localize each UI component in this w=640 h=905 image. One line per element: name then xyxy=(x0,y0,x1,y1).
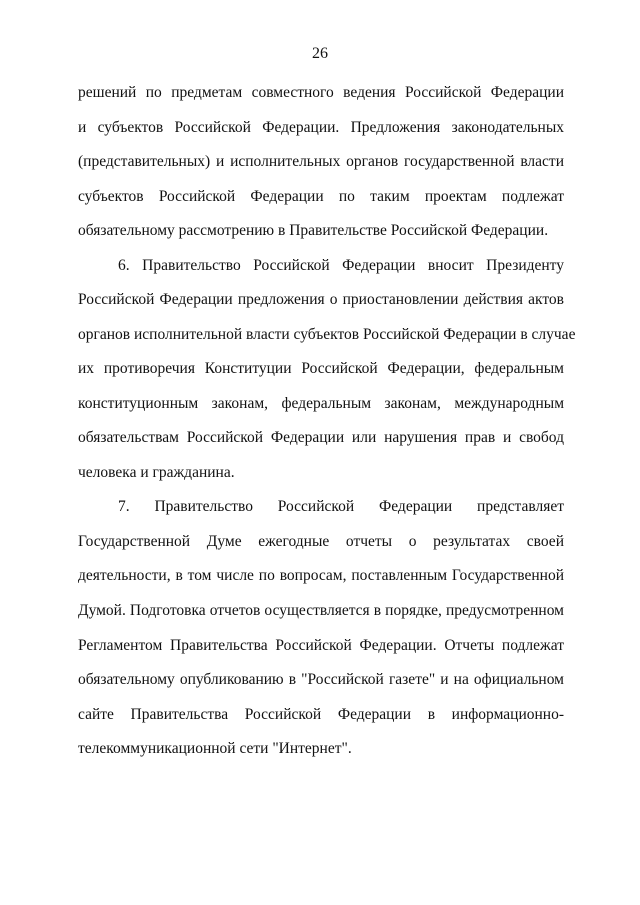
text-line: и субъектов Российской Федерации. Предложения законодательных xyxy=(78,119,564,136)
text-line: Государственной Думе ежегодные отчеты о результатах своей xyxy=(78,533,564,550)
text-line: Регламентом Правительства Российской Федерации. Отчеты подлежат xyxy=(78,637,564,654)
text-line: решений по предметам совместного ведения Российской Федерации xyxy=(78,84,564,101)
paragraph-7-first-line: 7. Правительство Российской Федерации представляет xyxy=(118,498,564,515)
text-line: сайте Правительства Российской Федерации в информационно- xyxy=(78,706,564,723)
text-line: их противоречия Конституции Российской Федерации, федеральным xyxy=(78,360,564,377)
text-line: деятельности, в том числе по вопросам, поставленным Государственной xyxy=(78,567,564,584)
text-line: (представительных) и исполнительных органов государственной власти xyxy=(78,153,564,170)
text-line: обязательному рассмотрению в Правительстве Российской Федерации. xyxy=(78,222,549,239)
text-line: телекоммуникационной сети "Интернет". xyxy=(78,740,352,757)
text-line: конституционным законам, федеральным законам, международным xyxy=(78,395,564,412)
text-line: органов исполнительной власти субъектов Российской Федерации в случае xyxy=(78,326,576,343)
paragraph-6-first-line: 6. Правительство Российской Федерации вносит Президенту xyxy=(118,257,564,274)
page-number: 26 xyxy=(312,45,328,62)
text-line: обязательствам Российской Федерации или нарушения прав и свобод xyxy=(78,429,564,446)
text-line: Думой. Подготовка отчетов осуществляется в порядке, предусмотренном xyxy=(78,602,564,619)
text-line: обязательному опубликованию в "Российской газете" и на официальном xyxy=(78,671,564,688)
text-line: Российской Федерации предложения о приостановлении действия актов xyxy=(78,291,564,308)
text-line: человека и гражданина. xyxy=(78,464,235,481)
text-line: субъектов Российской Федерации по таким проектам подлежат xyxy=(78,188,564,205)
